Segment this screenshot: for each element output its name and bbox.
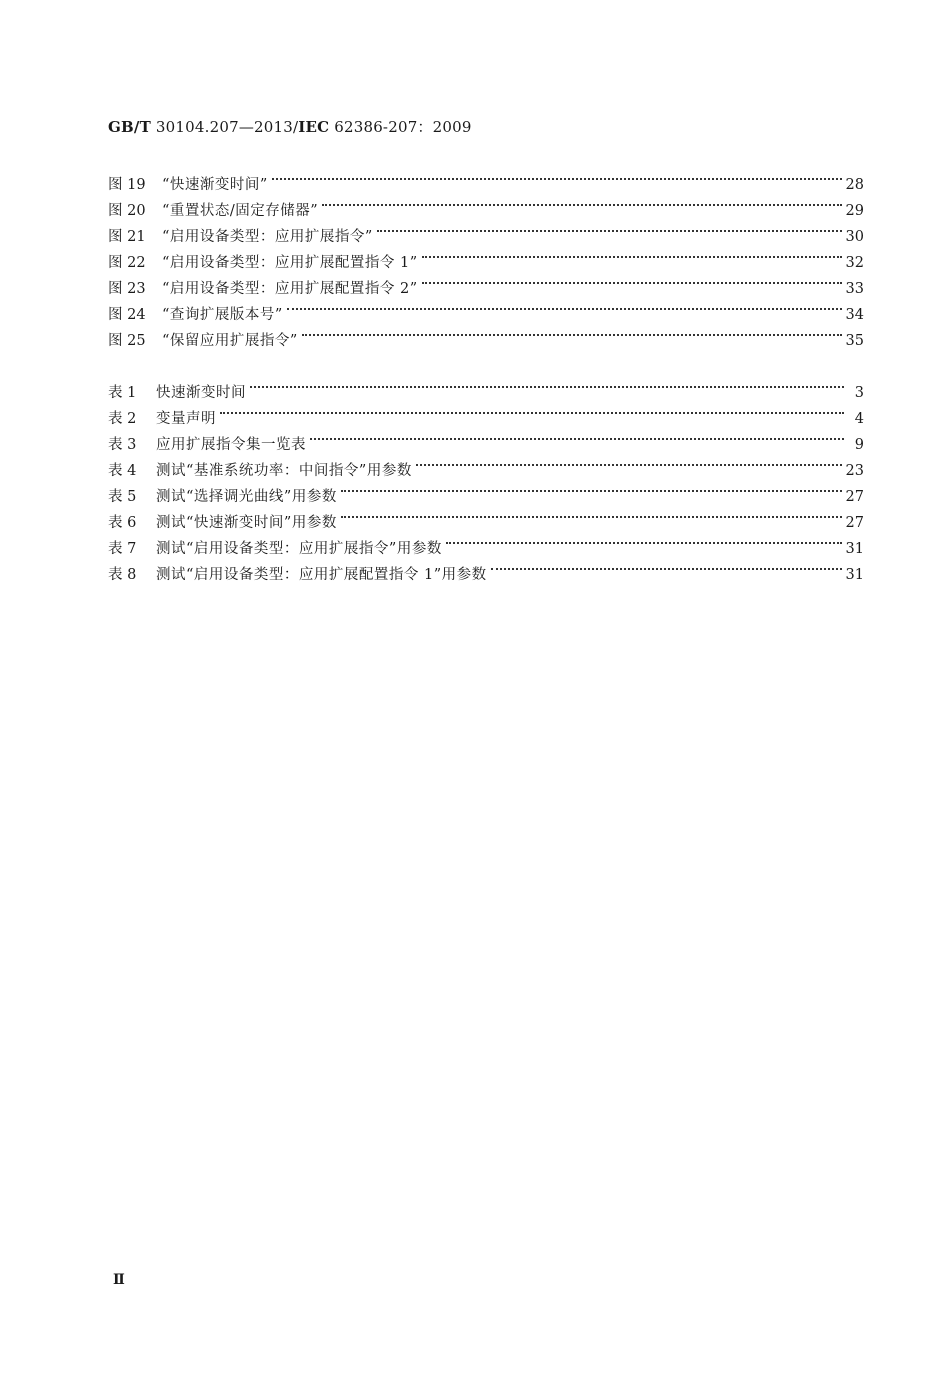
entry-number: 图 19 bbox=[108, 177, 146, 193]
entry-title: “保留应用扩展指令” bbox=[162, 333, 298, 349]
iec-prefix: IEC bbox=[298, 118, 330, 136]
entry-number: 图 24 bbox=[108, 307, 146, 323]
table-entry-1[interactable] bbox=[108, 371, 864, 401]
entry-title: 测试“基准系统功率：中间指令”用参数 bbox=[156, 463, 412, 479]
entry-page: 27 bbox=[845, 515, 864, 531]
dot-leader bbox=[377, 215, 842, 241]
dot-leader bbox=[272, 163, 842, 189]
entry-page: 31 bbox=[845, 567, 864, 583]
entry-number: 图 21 bbox=[108, 229, 146, 245]
dot-leader bbox=[422, 267, 842, 293]
dot-leader bbox=[422, 241, 842, 267]
entry-title: 测试“快速渐变时间”用参数 bbox=[156, 515, 337, 531]
dot-leader bbox=[341, 475, 842, 501]
entry-number: 表 6 bbox=[108, 515, 137, 531]
entry-title: “快速渐变时间” bbox=[162, 177, 268, 193]
dot-leader bbox=[491, 553, 842, 579]
dot-leader bbox=[416, 449, 842, 475]
entry-number: 表 7 bbox=[108, 541, 137, 557]
table-entry-2[interactable] bbox=[108, 397, 864, 427]
entry-title: “启用设备类型：应用扩展配置指令 1” bbox=[162, 255, 418, 271]
dot-leader bbox=[220, 397, 844, 423]
entry-page: 23 bbox=[845, 463, 864, 479]
entry-page: 30 bbox=[845, 229, 864, 245]
entry-number: 表 5 bbox=[108, 489, 137, 505]
entry-title: 应用扩展指令集一览表 bbox=[156, 437, 306, 453]
entry-number: 表 3 bbox=[108, 437, 137, 453]
entry-page: 31 bbox=[845, 541, 864, 557]
dot-leader bbox=[310, 423, 844, 449]
entry-number: 图 23 bbox=[108, 281, 146, 297]
figure-list bbox=[108, 163, 864, 349]
entry-title: “重置状态/固定存储器” bbox=[162, 203, 319, 219]
figure-entry-19[interactable] bbox=[108, 163, 864, 193]
entry-title: 测试“启用设备类型：应用扩展指令”用参数 bbox=[156, 541, 442, 557]
entry-title: “启用设备类型：应用扩展指令” bbox=[162, 229, 373, 245]
entry-number: 表 4 bbox=[108, 463, 137, 479]
entry-title: “查询扩展版本号” bbox=[162, 307, 283, 323]
entry-page: 9 bbox=[854, 437, 864, 453]
entry-title: 测试“启用设备类型：应用扩展配置指令 1”用参数 bbox=[156, 567, 487, 583]
entry-page: 3 bbox=[854, 385, 864, 401]
entry-page: 29 bbox=[845, 203, 864, 219]
page-number: Ⅱ bbox=[113, 1272, 125, 1288]
dot-leader bbox=[322, 189, 841, 215]
entry-title: “启用设备类型：应用扩展配置指令 2” bbox=[162, 281, 418, 297]
dot-leader bbox=[341, 501, 842, 527]
entry-number: 图 25 bbox=[108, 333, 146, 349]
dot-leader bbox=[446, 527, 842, 553]
entry-number: 图 20 bbox=[108, 203, 146, 219]
standard-prefix: GB/T bbox=[108, 118, 151, 136]
standard-number: 30104.207—2013/ bbox=[150, 118, 299, 136]
iec-number: 62386-207：2009 bbox=[329, 118, 472, 136]
entry-number: 表 8 bbox=[108, 567, 137, 583]
dot-leader bbox=[287, 293, 842, 319]
dot-leader bbox=[302, 319, 842, 345]
dot-leader bbox=[250, 371, 844, 397]
entry-page: 33 bbox=[845, 281, 864, 297]
table-list bbox=[108, 371, 864, 583]
entry-title: 快速渐变时间 bbox=[156, 385, 246, 401]
entry-page: 35 bbox=[845, 333, 864, 349]
entry-page: 32 bbox=[845, 255, 864, 271]
entry-number: 表 2 bbox=[108, 411, 137, 427]
entry-page: 28 bbox=[845, 177, 864, 193]
document-header bbox=[108, 116, 472, 137]
entry-title: 变量声明 bbox=[156, 411, 216, 427]
entry-number: 图 22 bbox=[108, 255, 146, 271]
entry-page: 34 bbox=[845, 307, 864, 323]
table-entry-3[interactable] bbox=[108, 423, 864, 453]
entry-page: 27 bbox=[845, 489, 864, 505]
entry-title: 测试“选择调光曲线”用参数 bbox=[156, 489, 337, 505]
entry-page: 4 bbox=[854, 411, 864, 427]
entry-number: 表 1 bbox=[108, 385, 137, 401]
